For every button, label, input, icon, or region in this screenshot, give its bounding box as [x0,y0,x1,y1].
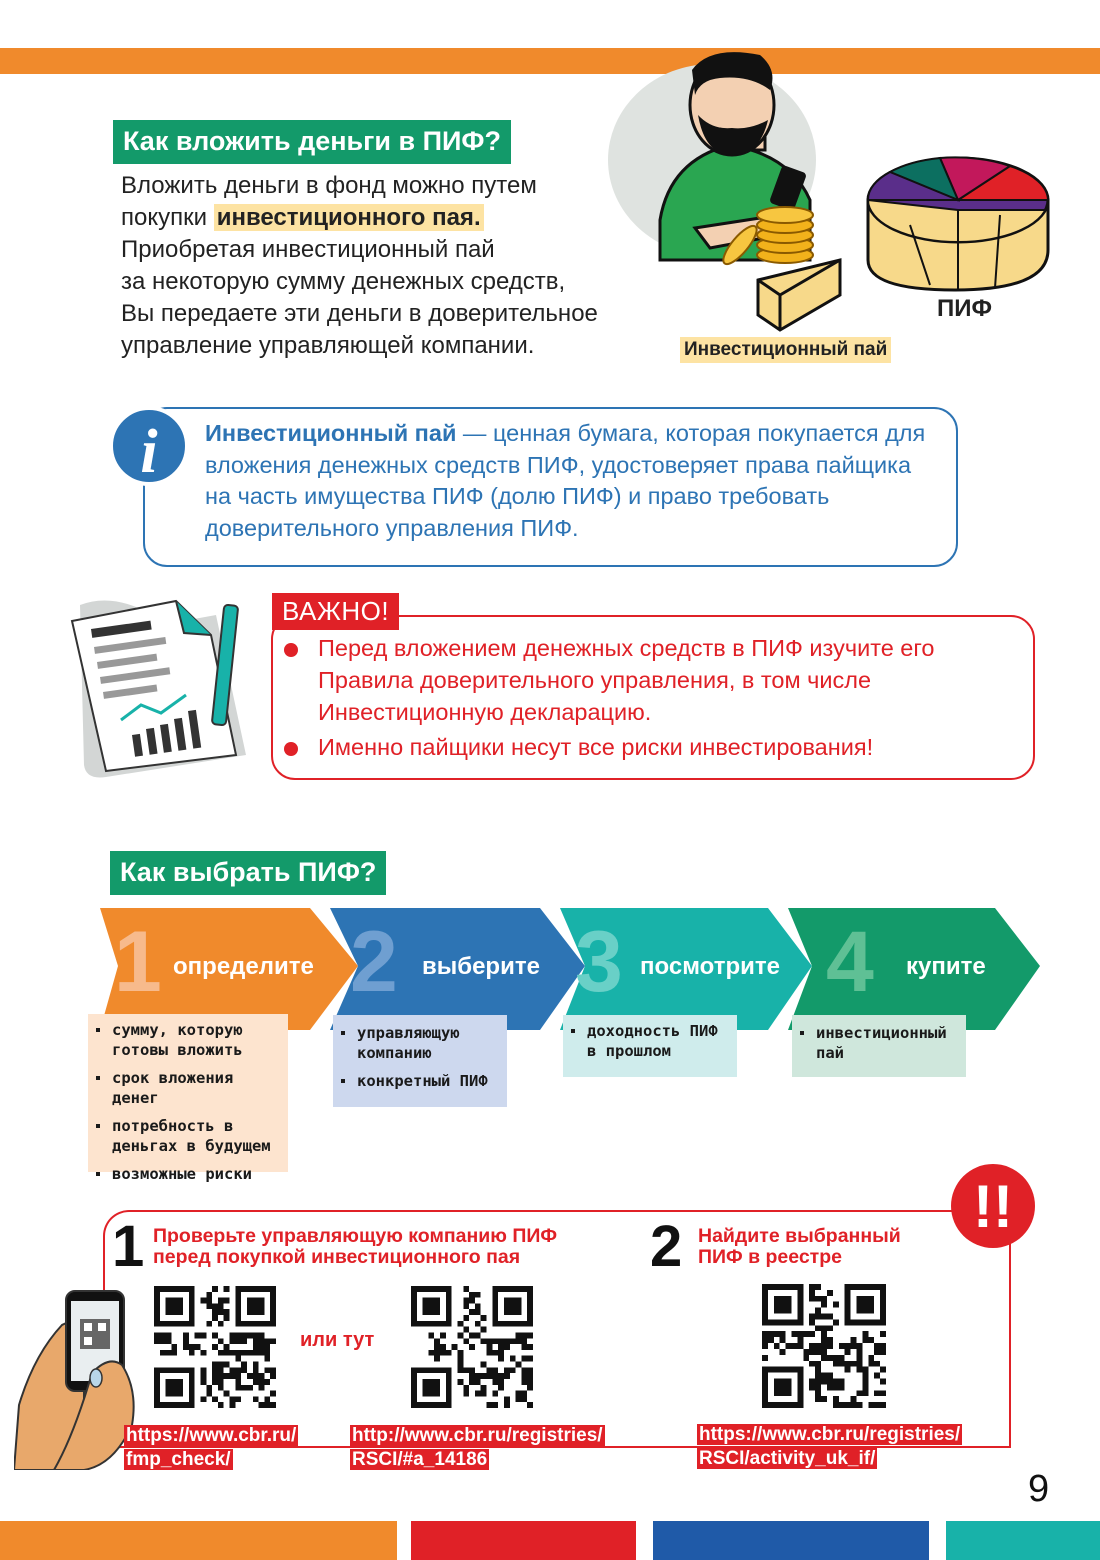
check-step-title-2 [698,1226,901,1268]
fund-pie-icon [868,157,1048,290]
step-label-1: определите [173,953,314,980]
link-text[interactable]: https://www.cbr.ru/registries/ [699,1424,961,1445]
info-term: Инвестиционный пай [205,420,457,446]
section-title-invest: Как вложить деньги в ПИФ? [113,120,511,164]
important-label: ВАЖНО! [272,593,399,630]
intro-line: Вложить деньги в фонд можно путем [121,172,537,199]
check-step-number-2: 2 [650,1214,683,1279]
link-text[interactable]: https://www.cbr.ru/ [126,1425,297,1446]
check-step-title-line: Найдите выбранный [698,1225,901,1247]
intro-line: Вы передаете эти деньги в доверительное [121,300,598,327]
fund-label: ПИФ [937,295,992,322]
bottom-bar-red [411,1521,636,1560]
check-step-title-line: перед покупкой инвестиционного пая [153,1246,521,1268]
link-text[interactable]: RSCI/#a_14186 [352,1449,488,1470]
link-rsci[interactable] [350,1424,605,1472]
step-number-2: 2 [350,914,398,1010]
intro-line: покупки [121,204,208,231]
info-icon [107,404,193,488]
step-label-4: купите [906,953,986,980]
step-bullets-1 [88,1014,288,1183]
link-text[interactable]: http://www.cbr.ru/registries/ [352,1425,603,1446]
list-item: срок вложения денег [96,1068,282,1108]
important-item: Именно пайщики несут все риски инвестирования! [282,731,1002,763]
link-fmp-check[interactable] [124,1424,298,1472]
bottom-bar-blue [653,1521,929,1560]
step-number-4: 4 [826,914,874,1010]
page-number: 9 [1028,1468,1050,1510]
info-icon-letter: i [140,418,158,486]
important-list [282,632,1002,766]
step-bullets-2 [333,1015,507,1107]
list-item: сумму, которую готовы вложить [96,1020,282,1060]
highlight-term: инвестиционного пая. [214,204,484,231]
share-label: Инвестиционный пай [680,337,891,363]
step-bullets-3 [563,1015,737,1077]
qr-code-1[interactable] [154,1286,276,1408]
qr-code-3[interactable] [762,1284,886,1408]
info-definition [205,418,935,544]
step-label-2: выберите [422,953,540,980]
list-item: управляющую компанию [341,1023,501,1063]
or-here-label: или тут [300,1329,375,1351]
warning-icon-glyph: !! [973,1173,1013,1240]
check-step-title-line: Проверьте управляющую компанию ПИФ [153,1225,558,1247]
intro-line: Приобретая инвестиционный пай [121,236,495,263]
qr-code-2[interactable] [411,1286,533,1408]
section-title-choose: Как выбрать ПИФ? [110,851,386,895]
link-text[interactable]: fmp_check/ [126,1449,231,1470]
list-item: конкретный ПИФ [341,1071,501,1091]
step-number-3: 3 [575,914,623,1010]
check-step-title-line: ПИФ в реестре [698,1246,842,1268]
list-item: инвестиционный пай [800,1023,960,1063]
investor-illustration [600,50,1070,350]
list-item: возможные риски [96,1164,282,1184]
step-label-3: посмотрите [640,953,780,980]
warning-icon [948,1161,1038,1251]
step-number-1: 1 [114,914,162,1010]
list-item: доходность ПИФ в прошлом [571,1021,731,1061]
bottom-bar-orange [0,1521,397,1560]
info-definition-text: — ценная бумага, которая покупается для вложения денежных средств ПИФ, удостоверяет права пайщика на часть имущества ПИФ (долю ПИФ) и право требовать доверительного управления ПИФ. [205,420,926,541]
link-text[interactable]: RSCI/activity_uk_if/ [699,1448,876,1469]
intro-line: за некоторую сумму денежных средств, [121,268,566,295]
bottom-bar-teal [946,1521,1100,1560]
check-step-title-1 [153,1226,557,1268]
document-icon [66,595,256,780]
cheese-slice-icon [758,260,840,330]
link-registry[interactable] [697,1423,962,1471]
intro-line: управление управляющей компании. [121,332,535,359]
check-step-number-1: 1 [112,1214,145,1279]
list-item: потребность в деньгах в будущем [96,1116,282,1156]
important-item: Перед вложением денежных средств в ПИФ изучите его Правила доверительного управления, в том числе Инвестиционную декларацию. [282,632,1002,728]
step-bullets-4 [792,1015,966,1077]
intro-text [121,170,661,362]
